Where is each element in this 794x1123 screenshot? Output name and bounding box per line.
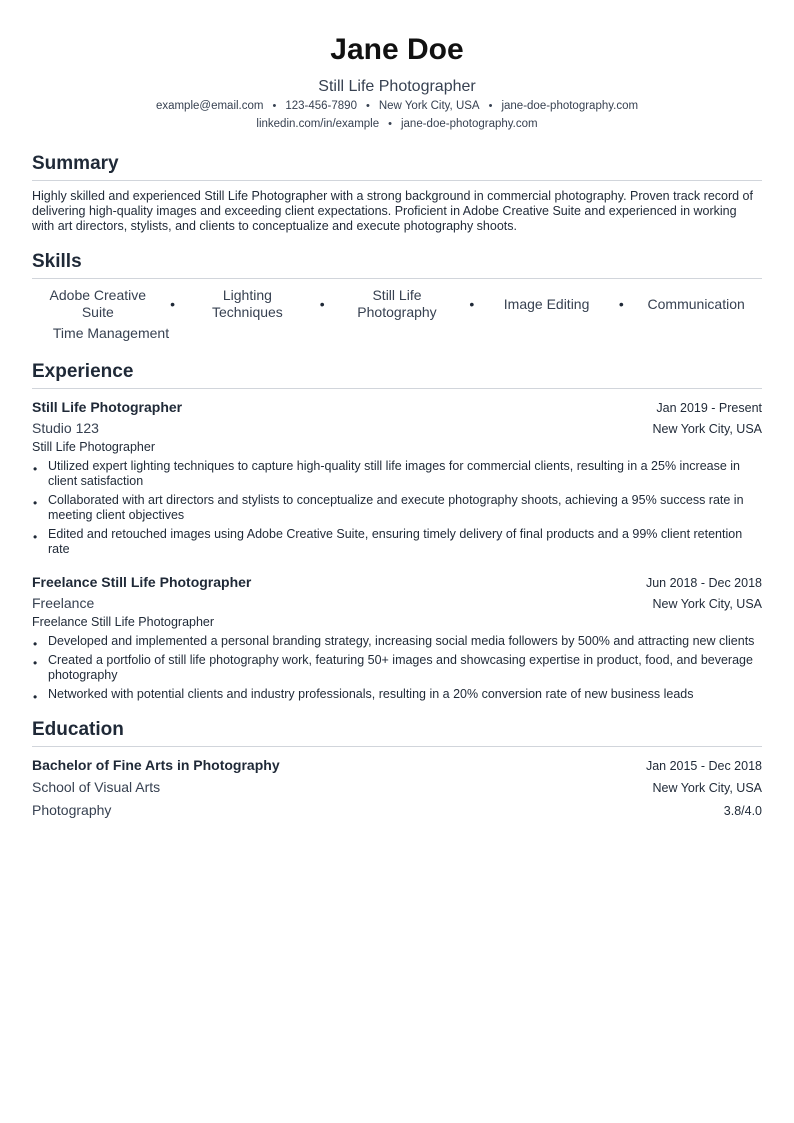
- separator-dot-icon: •: [618, 296, 624, 312]
- contact-email: example@email.com: [155, 100, 264, 112]
- job-subtitle: Still Life Photographer: [32, 440, 155, 454]
- bullet-icon: •: [33, 496, 38, 510]
- job-role: Freelance Still Life Photographer: [32, 574, 252, 590]
- separator-dot-icon: •: [488, 100, 493, 112]
- resume-header: [32, 0, 762, 133]
- separator-dot-icon: •: [272, 100, 277, 112]
- list-item: [32, 493, 762, 523]
- skills-heading: Skills: [32, 250, 762, 279]
- list-item: [32, 459, 762, 489]
- separator-dot-icon: •: [319, 296, 325, 312]
- bullet-icon: •: [33, 637, 38, 651]
- bullet-icon: •: [33, 530, 38, 544]
- contact-line-1: [32, 97, 762, 115]
- bullet-text: Edited and retouched images using Adobe Creative Suite, ensuring timely delivery of final products and a 99% client retention rate: [48, 527, 743, 556]
- bullet-text: Utilized expert lighting techniques to capture high-quality still life images for commercial clients, resulting in a 25% increase in client satisfaction: [48, 459, 740, 488]
- bullet-icon: •: [33, 462, 38, 476]
- candidate-name: Jane Doe: [330, 33, 464, 66]
- contact-website: jane-doe-photography.com: [501, 100, 639, 112]
- skills-row: [32, 287, 762, 321]
- job-dates: Jun 2018 - Dec 2018: [645, 576, 762, 590]
- job-entry: [32, 573, 762, 702]
- skills-section: [32, 250, 762, 342]
- summary-heading: Summary: [32, 152, 762, 181]
- bullet-text: Networked with potential clients and industry professionals, resulting in a 20% conversion rate of new business leads: [48, 687, 694, 701]
- contact-line-2: [32, 115, 762, 133]
- list-item: [32, 527, 762, 557]
- skill-item: Adobe Creative Suite: [49, 287, 147, 320]
- bullet-icon: •: [33, 690, 38, 704]
- separator-dot-icon: •: [365, 100, 370, 112]
- bullet-text: Developed and implemented a personal branding strategy, increasing social media followers by 500% and attracting new clients: [48, 634, 755, 648]
- job-dates: Jan 2019 - Present: [656, 401, 762, 415]
- education-gpa: 3.8/4.0: [723, 804, 762, 818]
- separator-dot-icon: •: [170, 296, 176, 312]
- experience-section: [32, 360, 762, 702]
- skill-item: Still Life Photography: [357, 287, 437, 320]
- contact-location: New York City, USA: [378, 100, 480, 112]
- education-dates: Jan 2015 - Dec 2018: [645, 759, 762, 773]
- summary-text: Highly skilled and experienced Still Life Photographer with a strong background in commercial photography. Proven track record of delivering high-quality images and exceeding client expectations. Proficient in Adobe Creative Suite and experienced in working with art directors, stylists, and clients to conceptualize and execute photography shoots.: [32, 189, 753, 233]
- experience-heading: Experience: [32, 360, 762, 389]
- education-field: Photography: [32, 802, 112, 818]
- job-role: Still Life Photographer: [32, 399, 183, 415]
- skill-item: Lighting Techniques: [211, 287, 283, 320]
- job-bullets: [32, 459, 762, 557]
- education-entry: [32, 756, 762, 820]
- job-subtitle: Freelance Still Life Photographer: [32, 615, 215, 629]
- job-location: New York City, USA: [652, 597, 762, 611]
- candidate-title: Still Life Photographer: [318, 78, 476, 95]
- summary-section: [32, 152, 762, 234]
- contact-website-2: jane-doe-photography.com: [400, 118, 538, 130]
- contact-phone: 123-456-7890: [285, 100, 357, 112]
- list-item: [32, 653, 762, 683]
- education-location: New York City, USA: [652, 781, 762, 795]
- skill-item: Image Editing: [503, 295, 590, 312]
- list-item: [32, 634, 762, 649]
- list-item: [32, 687, 762, 702]
- education-heading: Education: [32, 718, 762, 747]
- education-degree: Bachelor of Fine Arts in Photography: [32, 757, 280, 773]
- job-company: Freelance: [32, 595, 95, 611]
- job-bullets: [32, 634, 762, 702]
- contact-linkedin: linkedin.com/in/example: [256, 118, 380, 130]
- separator-dot-icon: •: [388, 118, 392, 130]
- education-school: School of Visual Arts: [32, 779, 161, 795]
- skill-item: Time Management: [52, 325, 170, 341]
- bullet-text: Created a portfolio of still life photography work, featuring 50+ images and showcasing expertise in product, food, and beverage photography: [48, 653, 753, 682]
- education-section: [32, 718, 762, 820]
- skill-item: Communication: [647, 295, 745, 312]
- job-location: New York City, USA: [652, 422, 762, 436]
- job-entry: [32, 398, 762, 557]
- bullet-icon: •: [33, 656, 38, 670]
- separator-dot-icon: •: [469, 296, 475, 312]
- skills-row: [32, 325, 762, 342]
- job-company: Studio 123: [32, 420, 99, 436]
- bullet-text: Collaborated with art directors and stylists to conceptualize and execute photography shoots, achieving a 95% success rate in meeting client objectives: [48, 493, 744, 522]
